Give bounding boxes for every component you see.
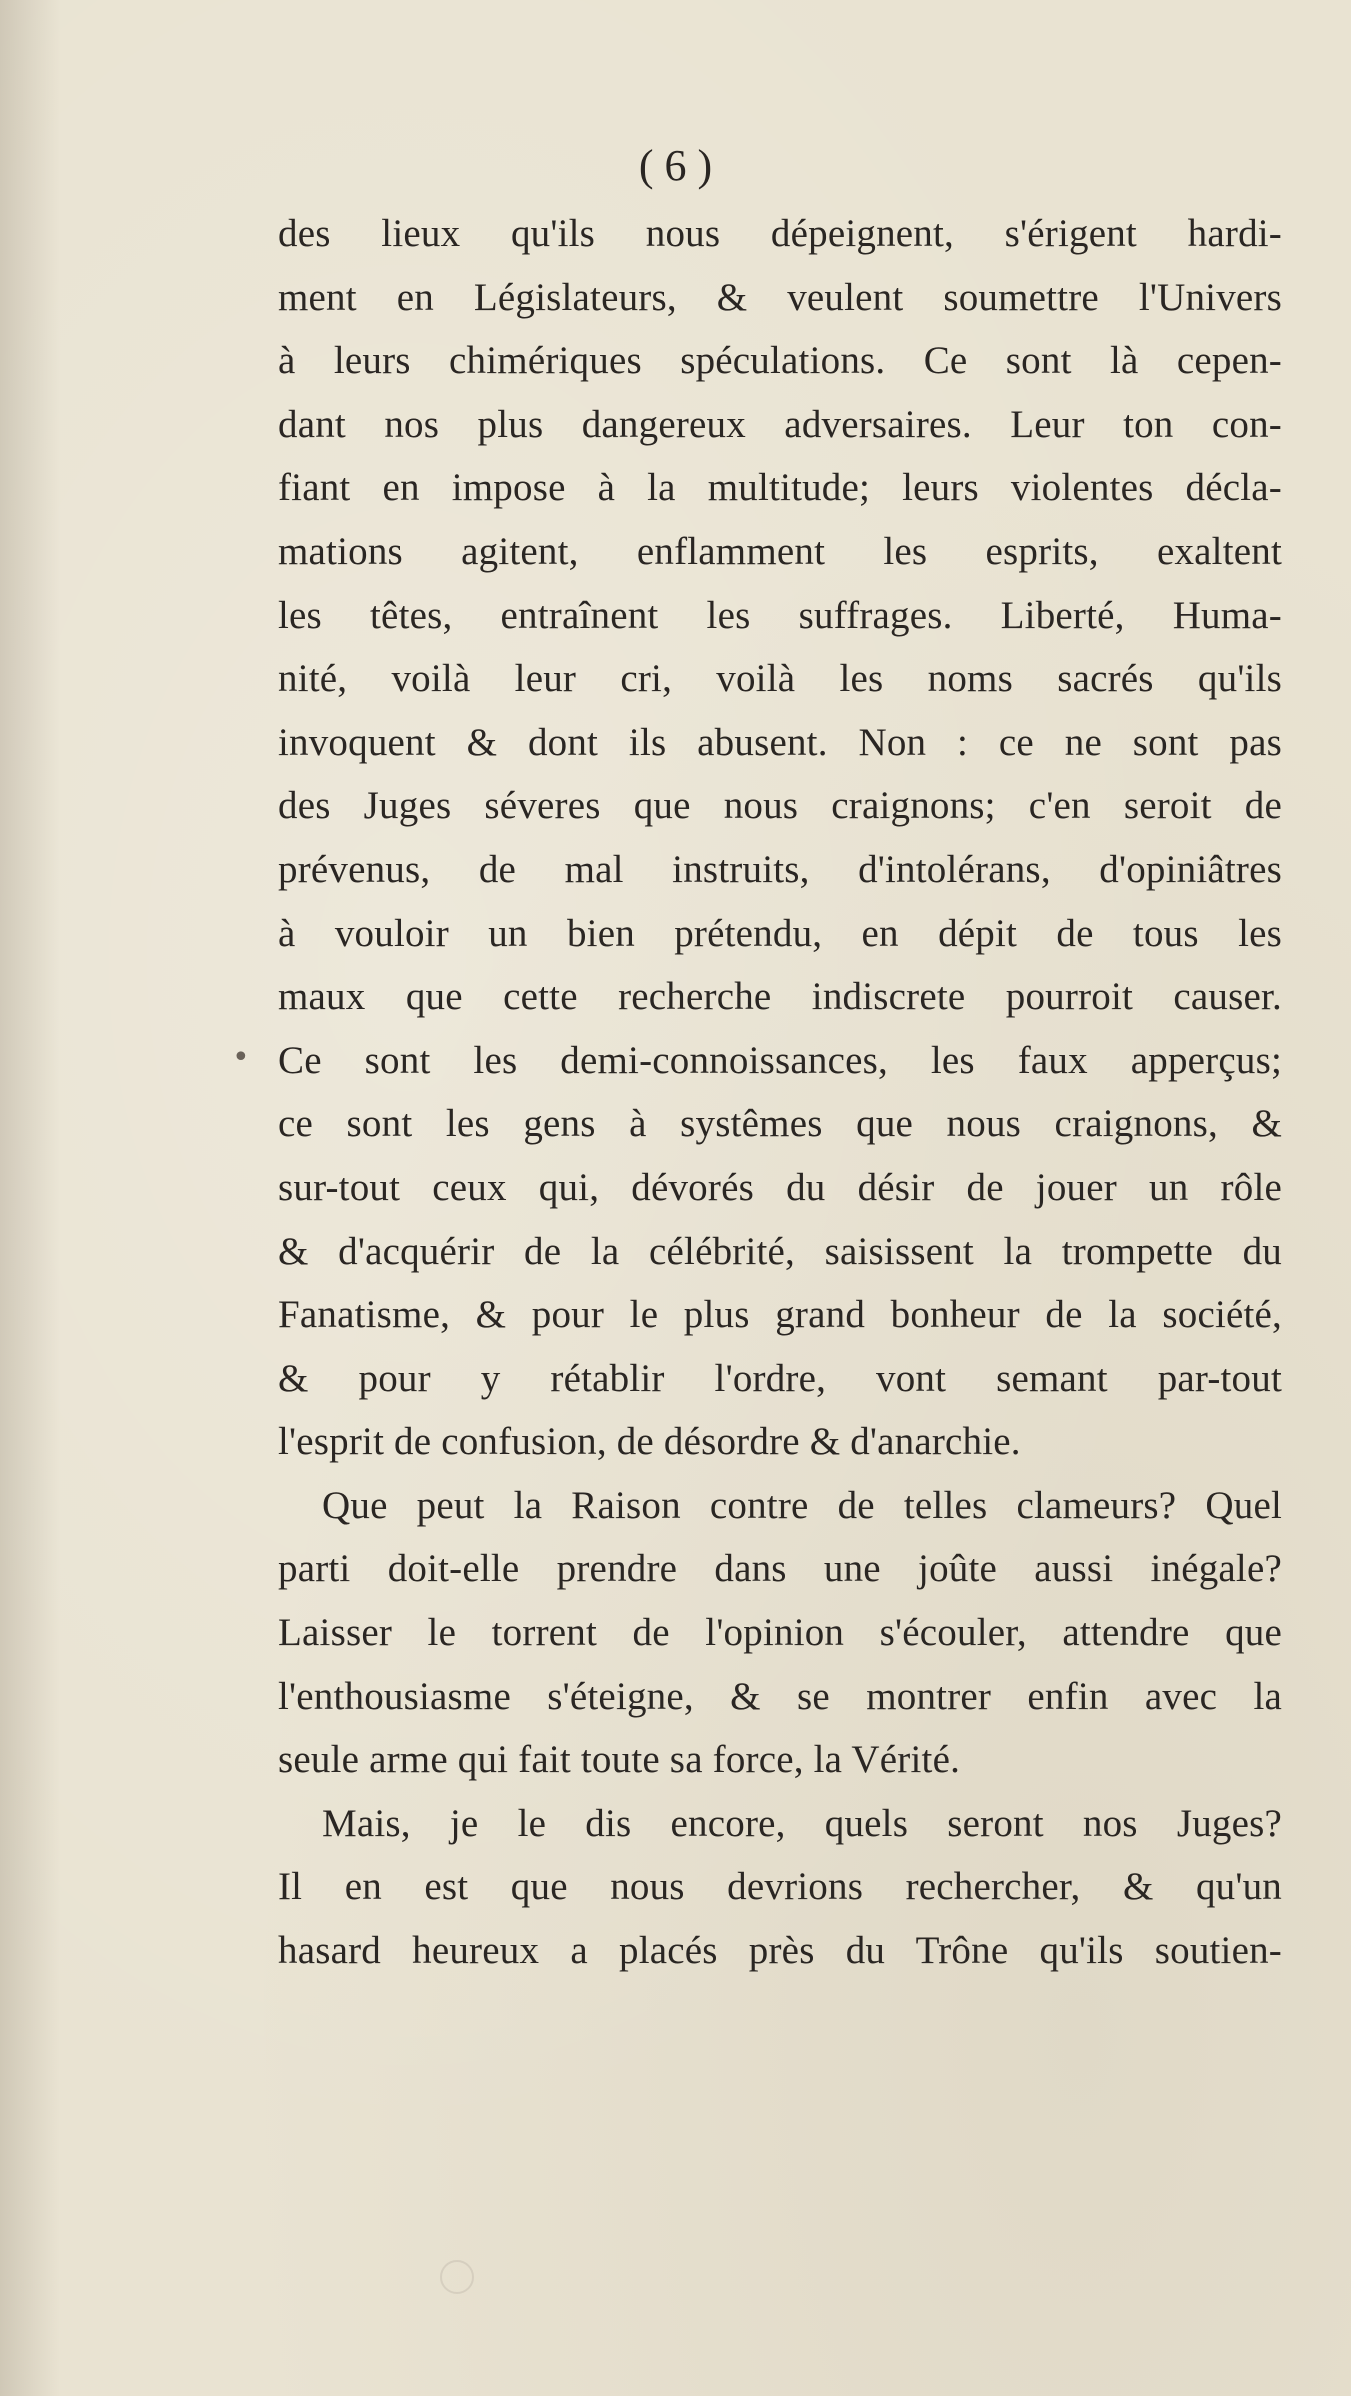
page-number: ( 6 ) <box>638 141 713 190</box>
text-line: sur-tout ceux qui, dévorés du désir de jouer un rôle <box>278 1165 1282 1209</box>
text-line: à vouloir un bien prétendu, en dépit de tous les <box>278 911 1282 955</box>
text-line: l'esprit de confusion, de désordre & d'anarchie. <box>278 1420 1021 1464</box>
text-line: maux que cette recherche indiscrete pourroit causer. <box>278 975 1282 1019</box>
spine-shadow <box>0 0 60 2396</box>
text-line: des Juges séveres que nous craignons; c'en seroit de <box>278 784 1282 828</box>
text-line: invoquent & dont ils abusent. Non : ce ne sont pas <box>278 720 1282 764</box>
margin-bullet-mark: • <box>232 1040 250 1075</box>
text-line: hasard heureux a placés près du Trône qu'ils soutien- <box>278 1929 1282 1973</box>
text-line: ce sont les gens à systêmes que nous craignons, & <box>278 1102 1282 1146</box>
text-line: ment en Législateurs, & veulent soumettre l'Univers <box>278 275 1282 319</box>
text-line: Laisser le torrent de l'opinion s'écouler, attendre que <box>278 1611 1282 1655</box>
text-line: & pour y rétablir l'ordre, vont semant par-tout <box>278 1356 1282 1400</box>
body-text <box>278 202 1282 1983</box>
text-line: Mais, je le dis encore, quels seront nos Juges? <box>322 1801 1282 1845</box>
text-line: l'enthousiasme s'éteigne, & se montrer enfin avec la <box>278 1674 1282 1718</box>
text-line: fiant en impose à la multitude; leurs violentes décla- <box>278 466 1282 510</box>
text-line: & d'acquérir de la célébrité, saisissent la trompette du <box>278 1229 1282 1273</box>
text-line: mations agitent, enflamment les esprits, exaltent <box>278 529 1282 573</box>
text-line: nité, voilà leur cri, voilà les noms sacrés qu'ils <box>278 657 1282 701</box>
text-line: prévenus, de mal instruits, d'intolérans, d'opiniâtres <box>278 847 1282 891</box>
text-line: les têtes, entraînent les suffrages. Liberté, Huma- <box>278 593 1282 637</box>
text-line: dant nos plus dangereux adversaires. Leur ton con- <box>278 402 1282 446</box>
text-line: Il en est que nous devrions rechercher, & qu'un <box>278 1865 1282 1909</box>
text-line: à leurs chimériques spéculations. Ce sont là cepen- <box>278 339 1282 383</box>
faint-paper-mark <box>440 2260 474 2294</box>
text-line: seule arme qui fait toute sa force, la Vérité. <box>278 1738 961 1782</box>
text-line: Que peut la Raison contre de telles clameurs? Quel <box>322 1483 1282 1527</box>
text-line: des lieux qu'ils nous dépeignent, s'érigent hardi- <box>278 212 1282 255</box>
text-line: Fanatisme, & pour le plus grand bonheur de la société, <box>278 1293 1282 1337</box>
text-line: parti doit-elle prendre dans une joûte aussi inégale? <box>278 1547 1282 1591</box>
text-line: Ce sont les demi-connoissances, les faux apperçus; <box>278 1038 1282 1082</box>
